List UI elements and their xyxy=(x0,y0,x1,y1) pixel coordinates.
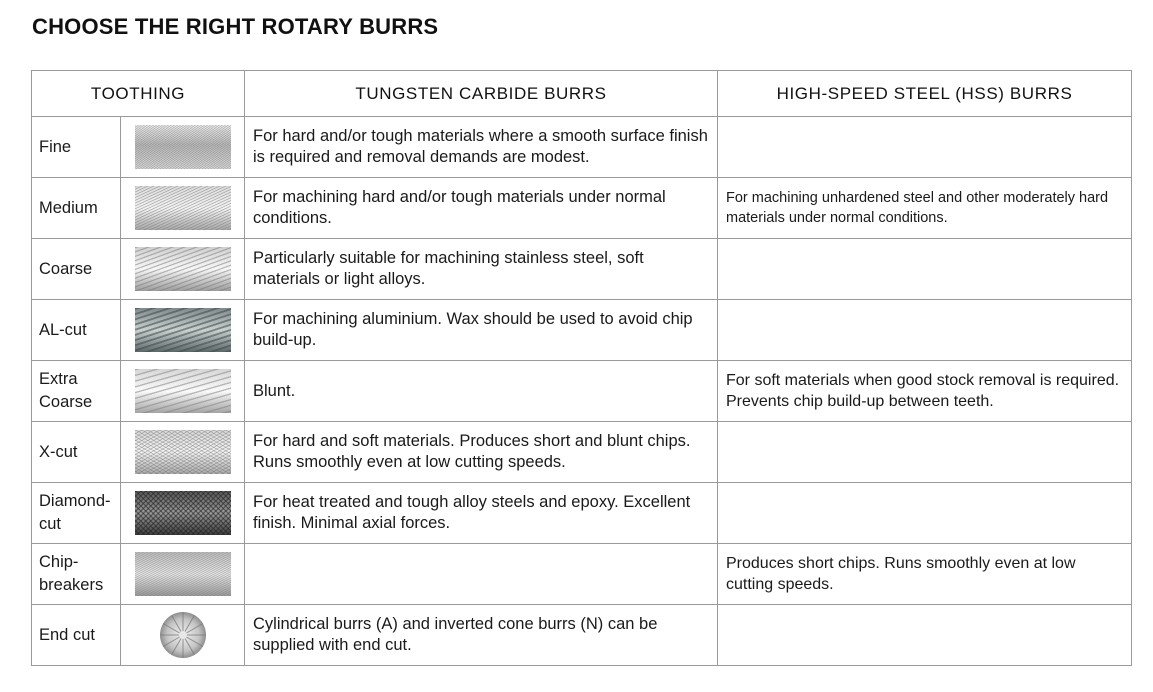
toothing-name: AL-cut xyxy=(32,300,121,361)
toothing-name: Diamond-cut xyxy=(32,483,121,544)
table-row xyxy=(32,605,1132,666)
diamond-cut-burr-icon xyxy=(135,491,231,535)
end-cut-burr-icon xyxy=(157,609,209,661)
x-cut-burr-icon xyxy=(135,430,231,474)
toothing-image-cell xyxy=(121,239,245,300)
table-row xyxy=(32,300,1132,361)
carbide-description: For machining aluminium. Wax should be used to avoid chip build-up. xyxy=(245,300,718,361)
carbide-description: For heat treated and tough alloy steels and epoxy. Excellent finish. Minimal axial forces. xyxy=(245,483,718,544)
toothing-image-cell xyxy=(121,117,245,178)
fine-burr-icon xyxy=(135,125,231,169)
carbide-description xyxy=(245,544,718,605)
hss-description: For soft materials when good stock removal is required. Prevents chip build-up between teeth. xyxy=(718,361,1132,422)
toothing-name: End cut xyxy=(32,605,121,666)
table-row xyxy=(32,239,1132,300)
hss-description xyxy=(718,300,1132,361)
hss-description xyxy=(718,117,1132,178)
chip-breakers-burr-icon xyxy=(135,552,231,596)
hss-description xyxy=(718,422,1132,483)
toothing-image-cell xyxy=(121,483,245,544)
table-row xyxy=(32,544,1132,605)
toothing-image-cell xyxy=(121,544,245,605)
al-cut-burr-icon xyxy=(135,308,231,352)
toothing-image-cell xyxy=(121,300,245,361)
toothing-image-cell xyxy=(121,178,245,239)
hss-description xyxy=(718,239,1132,300)
carbide-description: Cylindrical burrs (A) and inverted cone burrs (N) can be supplied with end cut. xyxy=(245,605,718,666)
header-hss: HIGH-SPEED STEEL (HSS) BURRS xyxy=(718,71,1132,117)
header-carbide: TUNGSTEN CARBIDE BURRS xyxy=(245,71,718,117)
header-row xyxy=(32,71,1132,117)
toothing-name: Chip-breakers xyxy=(32,544,121,605)
toothing-image-cell xyxy=(121,361,245,422)
toothing-image-cell xyxy=(121,422,245,483)
hss-description xyxy=(718,483,1132,544)
carbide-description: For hard and/or tough materials where a smooth surface finish is required and removal demands are modest. xyxy=(245,117,718,178)
carbide-description: Blunt. xyxy=(245,361,718,422)
toothing-name: Extra Coarse xyxy=(32,361,121,422)
toothing-name: Coarse xyxy=(32,239,121,300)
table-row xyxy=(32,117,1132,178)
toothing-image-cell xyxy=(121,605,245,666)
toothing-name: Fine xyxy=(32,117,121,178)
table-row xyxy=(32,483,1132,544)
header-toothing: TOOTHING xyxy=(32,71,245,117)
table-row xyxy=(32,361,1132,422)
extra-coarse-burr-icon xyxy=(135,369,231,413)
toothing-name: X-cut xyxy=(32,422,121,483)
hss-description: Produces short chips. Runs smoothly even at low cutting speeds. xyxy=(718,544,1132,605)
hss-description xyxy=(718,605,1132,666)
carbide-description: Particularly suitable for machining stainless steel, soft materials or light alloys. xyxy=(245,239,718,300)
burr-comparison-table xyxy=(31,70,1132,666)
medium-burr-icon xyxy=(135,186,231,230)
carbide-description: For hard and soft materials. Produces short and blunt chips. Runs smoothly even at low cutting speeds. xyxy=(245,422,718,483)
coarse-burr-icon xyxy=(135,247,231,291)
table-row xyxy=(32,178,1132,239)
hss-description: For machining unhardened steel and other moderately hard materials under normal conditions. xyxy=(718,178,1132,239)
toothing-name: Medium xyxy=(32,178,121,239)
page-title: CHOOSE THE RIGHT ROTARY BURRS xyxy=(32,14,439,39)
table-row xyxy=(32,422,1132,483)
carbide-description: For machining hard and/or tough materials under normal conditions. xyxy=(245,178,718,239)
